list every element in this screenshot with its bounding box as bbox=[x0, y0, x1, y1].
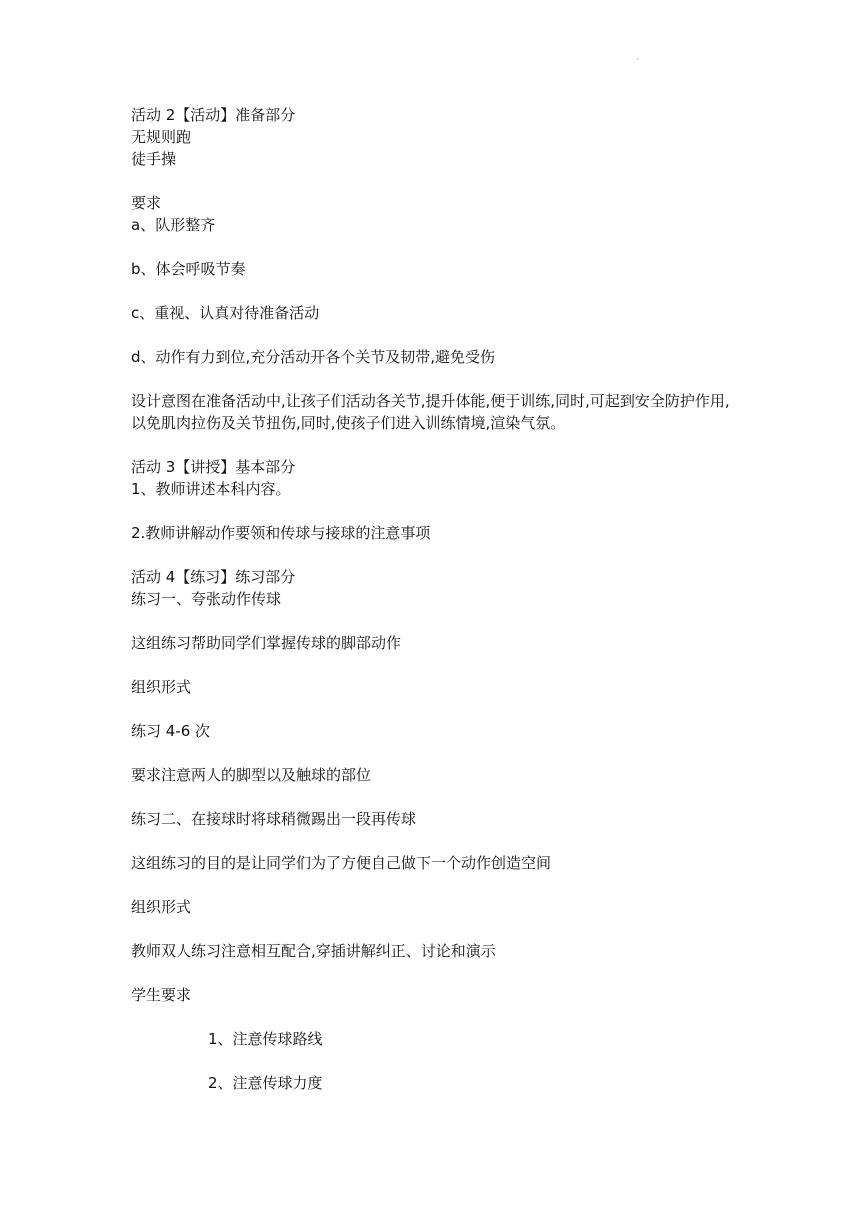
list-item: 2、注意传球力度 bbox=[208, 1074, 323, 1092]
text-line: 要求注意两人的脚型以及触球的部位 bbox=[131, 766, 372, 784]
list-item: b、体会呼吸节奏 bbox=[131, 260, 246, 278]
list-item: 1、注意传球路线 bbox=[208, 1030, 323, 1048]
list-item: c、重视、认真对待准备活动 bbox=[131, 304, 320, 322]
text-line: 这组练习帮助同学们掌握传球的脚部动作 bbox=[131, 634, 402, 652]
text-line: 徒手操 bbox=[131, 150, 177, 168]
text-line: 练习一、夸张动作传球 bbox=[131, 590, 282, 608]
text-line: 练习二、在接球时将球稍微踢出一段再传球 bbox=[131, 810, 417, 828]
text-line: 1、教师讲述本科内容。 bbox=[131, 480, 291, 498]
text-line: 2.教师讲解动作要领和传球与接球的注意事项 bbox=[131, 524, 431, 542]
document-body bbox=[131, 104, 741, 1094]
section-heading-activity-3: 活动 3【讲授】基本部分 bbox=[131, 458, 296, 476]
text-line: 教师双人练习注意相互配合,穿插讲解纠正、讨论和演示 bbox=[131, 942, 496, 960]
text-line: 练习 4-6 次 bbox=[131, 722, 211, 740]
list-item: a、队形整齐 bbox=[131, 216, 216, 234]
text-line: 组织形式 bbox=[131, 898, 192, 916]
text-line: 这组练习的目的是让同学们为了方便自己做下一个动作创造空间 bbox=[131, 854, 552, 872]
section-heading-activity-4: 活动 4【练习】练习部分 bbox=[131, 568, 296, 586]
text-line: 无规则跑 bbox=[131, 128, 192, 146]
list-item: d、动作有力到位,充分活动开各个关节及韧带,避免受伤 bbox=[131, 348, 496, 366]
text-line: 要求 bbox=[131, 194, 162, 212]
section-heading-activity-2: 活动 2【活动】准备部分 bbox=[131, 106, 296, 124]
header-mark: · bbox=[636, 55, 639, 64]
paragraph-design-intent: 设计意图在准备活动中,让孩子们活动各关节,提升体能,便于训练,同时,可起到安全防护作用,以免肌肉拉伤及关节扭伤,同时,使孩子们进入训练情境,渲染气氛。 bbox=[131, 392, 730, 432]
text-line: 学生要求 bbox=[131, 986, 192, 1004]
text-line: 组织形式 bbox=[131, 678, 192, 696]
